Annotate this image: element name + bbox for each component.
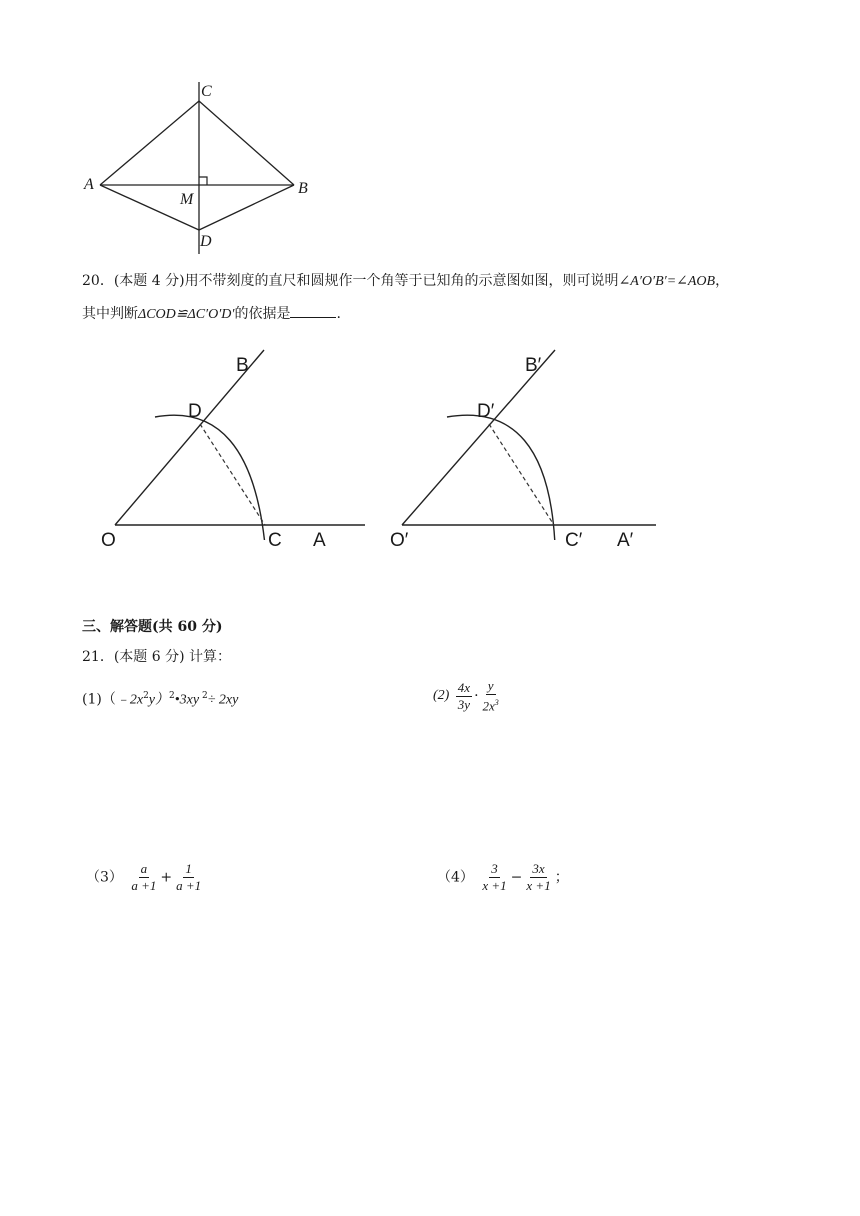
numerator: a — [140, 861, 148, 876]
label-o-prime: O′ — [390, 530, 409, 551]
denominator: a +1 — [131, 878, 157, 893]
fraction — [481, 678, 501, 714]
formula-angle-equal: ∠A′O′B′=∠AOB — [618, 274, 716, 289]
figure-angle-construction-left — [90, 340, 380, 540]
part-label: （3） — [86, 869, 123, 886]
question-20-line2 — [82, 303, 341, 325]
numerator: 4x — [457, 679, 471, 695]
question-number: 20． — [82, 273, 114, 289]
denominator: x +1 — [526, 878, 551, 893]
segment-dc-dashed — [200, 424, 265, 525]
fraction — [129, 861, 158, 894]
question-21-header: 21．(本题 6 分) 计算： — [82, 649, 231, 665]
denominator: 3y — [457, 696, 471, 712]
label-m: M — [180, 191, 194, 208]
label-c: C — [201, 83, 212, 100]
punctuation: . — [336, 306, 341, 322]
expression: ﹣2x — [115, 692, 144, 708]
label-a-prime: A′ — [617, 530, 634, 551]
punctuation: ； — [554, 869, 569, 886]
segment-cb — [199, 101, 294, 185]
denominator-base: 2x — [482, 698, 495, 714]
question-points: (本题 4 分) — [113, 273, 185, 289]
fraction — [174, 861, 203, 894]
operator: + — [160, 869, 173, 886]
arc — [447, 415, 555, 540]
numerator: 1 — [185, 861, 192, 876]
part-label: (2) — [433, 688, 450, 704]
expression: y） — [148, 692, 170, 708]
question-text: 的依据是 — [234, 306, 291, 322]
expression: •3xy — [174, 692, 200, 708]
label-b-prime: B′ — [525, 355, 542, 376]
question-21-part-1 — [82, 686, 238, 711]
denominator — [481, 695, 501, 714]
label-b: B — [236, 355, 249, 376]
segment-ac — [100, 101, 199, 185]
label-c-prime: C′ — [565, 530, 583, 551]
question-text: 用不带刻度的直尺和圆规作一个角等于已知角的示意图如图，则可说明 — [184, 273, 619, 289]
label-a: A — [84, 176, 94, 193]
formula-congruence: ΔCOD≌ΔC′O′D′ — [138, 307, 235, 322]
exponent: 2 — [143, 691, 149, 701]
punctuation: ， — [715, 273, 730, 289]
exponent: 2 — [169, 691, 175, 701]
label-d: D — [188, 401, 202, 422]
label-o: O — [101, 530, 116, 551]
part-label: (1)（ — [82, 691, 116, 708]
fraction — [456, 680, 472, 713]
segment-db — [199, 185, 294, 230]
fraction — [524, 861, 552, 894]
arc — [155, 415, 265, 540]
exponent: 2 — [199, 691, 208, 701]
figure-rhombus-perpendicular — [70, 78, 340, 258]
answer-blank[interactable] — [290, 303, 336, 318]
question-21-part-3 — [86, 861, 205, 894]
right-angle-mark — [199, 177, 207, 185]
question-20-line1 — [82, 271, 729, 292]
operator: − — [510, 869, 523, 886]
label-d: D — [200, 233, 212, 250]
numerator: 3 — [491, 861, 498, 876]
question-21-part-2 — [433, 678, 503, 714]
part-label: （4） — [437, 869, 474, 886]
operator: · — [474, 688, 479, 705]
label-d-prime: D′ — [477, 401, 495, 422]
denominator: x +1 — [482, 878, 507, 893]
numerator: y — [487, 678, 494, 693]
fraction — [480, 861, 508, 894]
denominator: a +1 — [176, 878, 202, 893]
label-a: A — [313, 530, 326, 551]
question-21-part-4 — [437, 861, 569, 894]
section-title: 三、解答题(共 60 分) — [82, 619, 223, 635]
numerator: 3x — [532, 861, 545, 876]
exponent: 3 — [494, 698, 499, 707]
segment-dc-dashed — [489, 424, 554, 525]
question-text: 其中判断 — [82, 306, 138, 322]
label-b: B — [298, 180, 308, 197]
expression: ÷ 2xy — [207, 692, 239, 708]
label-c: C — [268, 530, 282, 551]
